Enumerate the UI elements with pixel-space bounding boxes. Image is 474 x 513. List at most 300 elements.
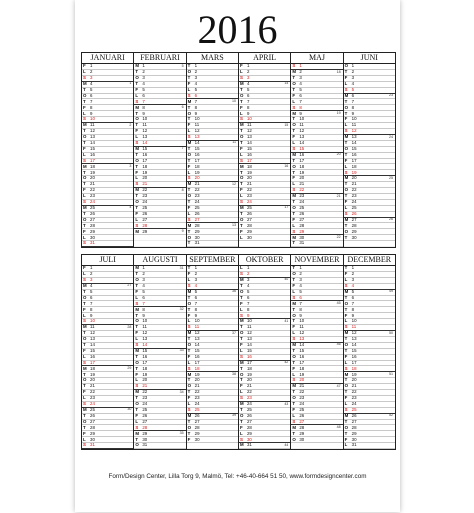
day-number: 14: [90, 140, 95, 146]
weekday-letter: T: [135, 312, 139, 318]
weekday-letter: T: [292, 169, 295, 175]
day-number: 17: [90, 157, 95, 163]
weekday-letter: L: [135, 134, 139, 140]
weekday-letter: T: [187, 294, 191, 300]
day-number: 28: [90, 222, 95, 228]
weekday-letter: L: [83, 69, 86, 75]
day-number: 29: [299, 430, 305, 436]
weekday-letter: L: [292, 371, 295, 377]
day-list: [291, 266, 342, 449]
day-number: 20: [90, 175, 95, 181]
weekday-letter: T: [344, 222, 348, 228]
day-number: 16: [194, 151, 200, 157]
day-number: 28: [299, 222, 305, 228]
day-number: 14: [299, 342, 305, 348]
day-number: 27: [194, 418, 200, 424]
calendar-day: [344, 443, 395, 449]
weekday-letter: M: [135, 145, 139, 151]
weekday-letter: L: [83, 395, 86, 401]
weekday-letter: T: [239, 282, 243, 288]
weekday-letter: O: [83, 92, 87, 98]
weekday-letter: F: [344, 395, 348, 401]
day-number: 23: [90, 395, 95, 401]
weekday-letter: L: [187, 210, 191, 216]
calendar-year: 2016: [197, 7, 278, 52]
weekday-letter: L: [187, 277, 191, 283]
weekday-letter: S: [187, 407, 191, 412]
month-name: NOVEMBER: [291, 255, 342, 266]
day-number: 30: [194, 436, 200, 442]
weekday-letter: M: [344, 134, 349, 140]
day-number: 11: [142, 324, 147, 330]
weekday-letter: F: [344, 75, 348, 81]
weekday-letter: T: [187, 116, 191, 122]
day-number: 31: [142, 442, 148, 448]
weekday-letter: M: [187, 371, 192, 377]
weekday-letter: O: [292, 163, 296, 169]
weekday-letter: O: [83, 418, 87, 424]
weekday-letter: F: [292, 216, 295, 222]
day-number: 24: [142, 401, 148, 407]
weekday-letter: T: [344, 265, 348, 271]
day-number: 24: [351, 401, 357, 407]
weekday-letter: L: [83, 234, 86, 240]
day-number: 1: [351, 265, 355, 271]
day-number: 25: [142, 205, 148, 210]
day-number: 1: [299, 265, 302, 271]
weekday-letter: O: [292, 205, 296, 210]
day-number: 29: [194, 430, 200, 436]
weekday-letter: S: [239, 353, 243, 359]
weekday-letter: F: [83, 104, 86, 110]
day-number: 27: [351, 216, 357, 222]
week-number: 31: [179, 265, 184, 270]
weekday-letter: L: [344, 122, 348, 128]
day-number: 30: [299, 234, 305, 240]
day-number: 8: [142, 306, 145, 312]
weekday-letter: T: [187, 377, 191, 383]
day-number: 6: [90, 294, 93, 300]
day-number: 9: [351, 110, 355, 116]
weekday-letter: M: [344, 371, 349, 377]
weekday-letter: T: [135, 69, 139, 75]
day-number: 4: [246, 282, 250, 288]
month-column: [187, 53, 239, 247]
weekday-letter: T: [292, 265, 295, 271]
weekday-letter: T: [187, 306, 191, 312]
weekday-letter: S: [292, 377, 296, 383]
day-number: 25: [194, 205, 200, 210]
month-column: [239, 53, 291, 247]
day-number: 26: [142, 210, 148, 216]
day-number: 23: [142, 395, 148, 401]
week-number: 26: [388, 217, 393, 222]
day-number: 1: [194, 265, 198, 271]
weekday-letter: M: [187, 412, 192, 418]
weekday-letter: F: [344, 157, 348, 163]
month-column: [134, 255, 186, 449]
weekday-letter: S: [344, 128, 348, 134]
day-number: 26: [90, 412, 95, 418]
weekday-letter: S: [83, 75, 86, 81]
day-number: 26: [142, 412, 148, 418]
week-number: 7: [181, 146, 184, 151]
weekday-letter: O: [135, 199, 139, 205]
weekday-letter: L: [239, 151, 243, 157]
day-number: 10: [194, 318, 200, 324]
day-number: 25: [142, 407, 148, 412]
calendar-sheet: [75, 0, 400, 512]
weekday-letter: S: [292, 228, 296, 234]
weekday-letter: F: [344, 353, 348, 359]
weekday-letter: S: [83, 240, 86, 246]
day-number: 29: [351, 430, 357, 436]
day-number: 6: [194, 294, 198, 300]
day-number: 15: [142, 347, 148, 353]
weekday-letter: F: [187, 395, 191, 401]
day-number: 28: [194, 222, 200, 228]
day-number: 8: [246, 104, 250, 110]
weekday-letter: O: [135, 277, 139, 283]
day-number: 16: [299, 151, 305, 157]
week-number: 49: [388, 289, 393, 294]
day-number: 17: [299, 157, 305, 163]
weekday-letter: F: [292, 175, 295, 181]
day-number: 24: [246, 199, 252, 205]
day-number: 2: [299, 69, 302, 75]
weekday-letter: L: [239, 234, 243, 240]
weekday-letter: T: [83, 86, 86, 92]
weekday-letter: T: [187, 157, 191, 163]
day-number: 21: [142, 181, 148, 187]
day-number: 11: [246, 324, 252, 330]
month-column: [134, 53, 186, 247]
day-number: 31: [299, 240, 305, 246]
month-column: [239, 255, 291, 449]
day-number: 3: [194, 277, 198, 283]
day-number: 19: [351, 169, 357, 175]
day-number: 30: [351, 436, 357, 442]
day-number: 5: [246, 288, 250, 294]
day-number: 18: [246, 163, 252, 169]
weekday-letter: F: [83, 187, 86, 193]
weekday-letter: T: [239, 86, 243, 92]
weekday-letter: M: [344, 288, 349, 294]
weekday-letter: M: [239, 122, 244, 128]
weekday-letter: S: [239, 312, 243, 318]
day-number: 15: [351, 145, 357, 151]
weekday-letter: F: [292, 407, 295, 412]
weekday-letter: T: [135, 80, 139, 86]
weekday-letter: M: [292, 424, 296, 430]
week-number: 48: [336, 425, 341, 430]
weekday-letter: S: [292, 63, 296, 69]
day-number: 7: [142, 98, 145, 104]
weekday-letter: M: [187, 288, 192, 294]
day-number: 27: [351, 418, 357, 424]
weekday-letter: M: [135, 347, 139, 353]
day-number: 12: [194, 128, 200, 134]
day-number: 10: [142, 318, 148, 324]
weekday-letter: M: [292, 234, 296, 240]
day-list: [239, 64, 290, 247]
day-list: [239, 266, 290, 449]
weekday-letter: L: [292, 140, 295, 146]
day-number: 7: [194, 98, 198, 104]
weekday-letter: S: [239, 395, 243, 401]
weekday-letter: M: [135, 306, 139, 312]
day-number: 6: [142, 294, 145, 300]
weekday-letter: O: [292, 122, 296, 128]
day-number: 4: [299, 80, 302, 86]
day-number: 6: [194, 92, 198, 98]
week-number: 45: [336, 301, 341, 306]
week-number: 39: [231, 413, 236, 418]
weekday-letter: O: [83, 134, 87, 140]
weekday-letter: M: [135, 389, 139, 395]
day-number: 19: [299, 169, 305, 175]
weekday-letter: S: [135, 98, 139, 104]
day-number: 12: [246, 330, 252, 336]
weekday-letter: T: [292, 347, 295, 353]
day-number: 13: [90, 134, 95, 140]
week-number: 22: [336, 234, 341, 239]
weekday-letter: T: [292, 277, 295, 283]
day-number: 4: [142, 80, 145, 86]
day-number: 19: [194, 371, 200, 377]
day-number: 24: [246, 401, 252, 407]
day-number: 7: [351, 98, 355, 104]
day-number: 23: [299, 193, 305, 199]
day-number: 11: [246, 122, 252, 128]
weekday-letter: T: [239, 377, 243, 383]
month-name: OKTOBER: [239, 255, 290, 266]
day-number: 2: [299, 271, 302, 277]
week-number: 28: [127, 324, 132, 329]
weekday-letter: M: [292, 69, 296, 75]
day-number: 22: [351, 187, 357, 193]
day-number: 8: [194, 306, 198, 312]
weekday-letter: F: [187, 436, 191, 442]
day-number: 8: [90, 306, 93, 312]
weekday-letter: T: [239, 365, 243, 371]
weekday-letter: O: [344, 145, 349, 151]
weekday-letter: F: [187, 163, 191, 169]
weekday-letter: T: [83, 222, 86, 228]
weekday-letter: O: [239, 216, 244, 222]
weekday-letter: O: [187, 300, 192, 306]
weekday-letter: F: [344, 116, 348, 122]
day-number: 23: [246, 395, 252, 401]
weekday-letter: S: [135, 383, 139, 389]
day-number: 27: [299, 418, 305, 424]
weekday-letter: F: [135, 169, 139, 175]
weekday-letter: O: [135, 401, 139, 407]
weekday-letter: M: [292, 151, 296, 157]
weekday-letter: L: [292, 98, 295, 104]
day-number: 25: [90, 407, 95, 412]
day-number: 22: [194, 187, 200, 193]
day-number: 25: [194, 407, 200, 412]
weekday-letter: T: [292, 157, 295, 163]
week-number: 29: [127, 366, 132, 371]
weekday-letter: O: [83, 216, 87, 222]
day-number: 29: [194, 228, 200, 234]
day-number: 14: [194, 342, 200, 348]
day-number: 3: [142, 277, 145, 283]
weekday-letter: M: [135, 430, 139, 436]
weekday-letter: T: [292, 116, 295, 122]
day-number: 26: [194, 412, 200, 418]
day-number: 1: [142, 63, 145, 69]
week-number: 21: [336, 193, 341, 198]
day-number: 25: [90, 205, 95, 210]
weekday-letter: O: [135, 359, 139, 365]
day-number: 3: [299, 277, 302, 283]
weekday-letter: T: [83, 371, 86, 377]
day-number: 24: [299, 199, 305, 205]
weekday-letter: F: [344, 271, 348, 277]
weekday-letter: L: [344, 318, 348, 324]
day-number: 2: [351, 271, 355, 277]
day-number: 30: [246, 234, 252, 240]
day-number: 10: [194, 116, 200, 122]
month-name: DECEMBER: [344, 255, 395, 266]
day-number: 19: [351, 371, 357, 377]
week-number: 18: [336, 69, 341, 74]
day-number: 12: [246, 128, 252, 134]
weekday-letter: M: [135, 187, 139, 193]
day-number: 20: [351, 377, 357, 383]
weekday-letter: L: [292, 412, 295, 418]
weekday-letter: T: [344, 140, 348, 146]
weekday-letter: O: [344, 63, 349, 69]
footer-contact: Form/Design Center, Lilla Torg 9, Malmö, Tel: +46-40-664 51 50, www.formdesigncenter.com: [108, 473, 367, 480]
day-number: 13: [194, 336, 200, 342]
day-number: 2: [351, 69, 355, 75]
weekday-letter: T: [239, 418, 243, 424]
day-number: 10: [142, 116, 148, 122]
month-column: [291, 255, 343, 449]
weekday-letter: S: [239, 199, 243, 205]
day-number: 23: [142, 193, 148, 199]
weekday-letter: T: [239, 324, 243, 330]
weekday-letter: M: [83, 324, 87, 330]
empty-day-cell: [291, 443, 342, 449]
day-number: 4: [299, 282, 302, 288]
day-number: 24: [351, 199, 357, 205]
day-number: 27: [246, 418, 252, 424]
week-number: 40: [284, 277, 289, 282]
day-number: 8: [299, 306, 302, 312]
weekday-letter: M: [187, 140, 192, 146]
day-number: 28: [246, 222, 252, 228]
day-number: 30: [351, 234, 357, 240]
weekday-letter: T: [292, 318, 295, 324]
weekday-letter: S: [292, 294, 296, 300]
day-list: [134, 64, 185, 247]
day-number: 11: [194, 324, 200, 330]
day-number: 3: [351, 277, 355, 283]
calendar-day: [82, 443, 133, 449]
weekday-letter: S: [187, 175, 191, 181]
week-number: 17: [284, 205, 289, 210]
weekday-letter: O: [187, 383, 192, 389]
week-number: 5: [181, 63, 184, 68]
weekday-letter: F: [187, 80, 191, 86]
weekday-letter: L: [135, 216, 139, 222]
day-number: 9: [194, 110, 198, 116]
week-number: 9: [181, 229, 184, 234]
month-name: MARS: [187, 53, 238, 64]
weekday-letter: O: [187, 193, 192, 199]
weekday-letter: T: [292, 199, 295, 205]
weekday-letter: M: [344, 330, 349, 336]
weekday-letter: M: [83, 282, 87, 288]
month-name: MAJ: [291, 53, 342, 64]
day-number: 14: [142, 342, 148, 348]
day-number: 6: [351, 92, 355, 98]
week-number: 2: [129, 122, 132, 127]
day-number: 17: [246, 359, 252, 365]
calendar-day: [291, 241, 342, 247]
day-number: 13: [299, 134, 305, 140]
weekday-letter: T: [239, 140, 243, 146]
second-half-grid: [81, 254, 396, 450]
weekday-letter: F: [83, 306, 86, 312]
day-number: 10: [90, 116, 95, 122]
day-number: 22: [194, 389, 200, 395]
weekday-letter: O: [239, 92, 244, 98]
weekday-letter: M: [239, 277, 244, 283]
weekday-letter: M: [239, 318, 244, 324]
weekday-letter: S: [239, 157, 243, 163]
weekday-letter: L: [344, 442, 348, 448]
week-number: 30: [127, 407, 132, 412]
weekday-letter: T: [344, 347, 348, 353]
day-number: 12: [351, 128, 357, 134]
day-number: 1: [90, 63, 93, 69]
weekday-letter: F: [83, 265, 86, 271]
month-column: [187, 255, 239, 449]
day-number: 26: [351, 412, 357, 418]
day-number: 19: [142, 169, 148, 175]
day-number: 31: [90, 240, 95, 246]
weekday-letter: T: [239, 169, 243, 175]
weekday-letter: M: [239, 359, 244, 365]
day-number: 21: [90, 383, 95, 389]
day-number: 29: [90, 430, 95, 436]
day-number: 3: [246, 277, 250, 283]
weekday-letter: T: [239, 181, 243, 187]
day-number: 3: [90, 75, 93, 81]
empty-day-cell: [134, 241, 185, 247]
week-number: 23: [388, 93, 393, 98]
day-number: 24: [194, 199, 200, 205]
day-list: [187, 64, 238, 247]
weekday-letter: F: [83, 389, 86, 395]
day-number: 14: [351, 342, 357, 348]
week-number: 44: [284, 442, 289, 447]
day-number: 4: [142, 282, 145, 288]
day-number: 23: [90, 193, 95, 199]
day-number: 30: [90, 436, 95, 442]
weekday-letter: T: [187, 336, 191, 342]
day-number: 21: [142, 383, 148, 389]
weekday-letter: S: [187, 324, 191, 330]
day-number: 10: [299, 116, 305, 122]
day-number: 2: [90, 271, 93, 277]
